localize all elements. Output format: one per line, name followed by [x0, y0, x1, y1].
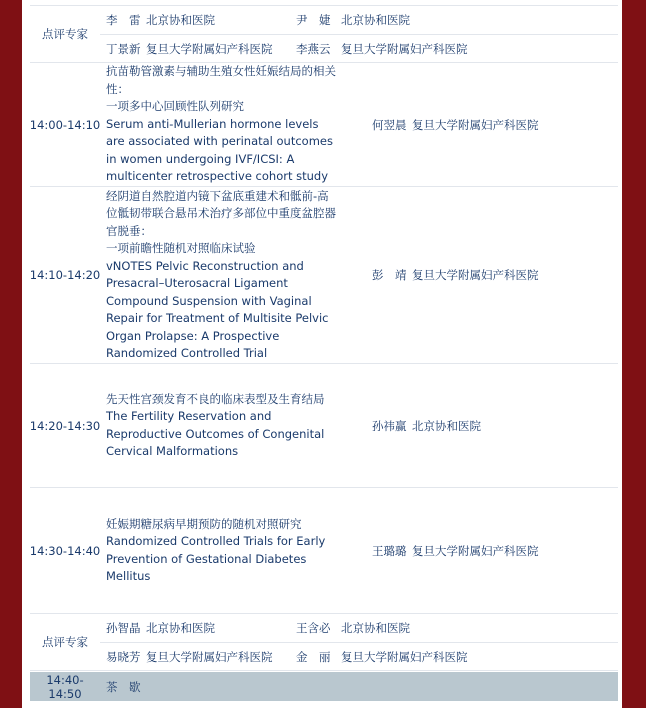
talk-row: [30, 63, 618, 187]
talk-speaker: 孙祎赢: [372, 418, 407, 433]
break-label: 茶 歇: [106, 679, 141, 694]
experts-label: 点评专家: [42, 635, 88, 649]
expert-institution: 北京协和医院: [146, 621, 215, 635]
talk-time: 14:10-14:20: [29, 268, 101, 282]
expert-name: 尹 婕: [296, 13, 331, 27]
tea-break-row: [30, 672, 618, 701]
expert-line: [100, 6, 618, 34]
talk-institution: 复旦大学附属妇产科医院: [412, 268, 539, 282]
title-cn: 经阴道自然腔道内镜下盆底重建术和骶前-高位骶韧带联合悬吊术治疗多部位中重度盆腔器官脱垂：: [106, 188, 336, 238]
expert-line: [100, 614, 618, 642]
expert-institution: 复旦大学附属妇产科医院: [341, 649, 468, 664]
talk-title: [100, 187, 342, 363]
experts-label: 点评专家: [42, 27, 88, 41]
talk-row: [30, 488, 618, 614]
talk-speaker: 王璐璐: [372, 543, 407, 558]
talk-title: [100, 488, 342, 613]
experts-block-top: [30, 5, 618, 63]
talk-row: [30, 364, 618, 488]
talk-title: [100, 364, 342, 487]
title-en: vNOTES Pelvic Reconstruction and Presacral–Uterosacral Ligament Compound Suspension with Vaginal Repair for Treatment of Multisite Pelvic Organ Prolapse: A Prospective Randomized Controlled Trial: [106, 258, 329, 360]
expert-institution: 复旦大学附属妇产科医院: [146, 41, 273, 56]
expert-name: 孙智晶: [106, 621, 141, 635]
talk-institution: 复旦大学附属妇产科医院: [412, 543, 539, 558]
title-en: Randomized Controlled Trials for Early Prevention of Gestational Diabetes Mellitus: [106, 534, 326, 583]
break-time: 14:40-14:50: [46, 672, 84, 701]
talk-institution: 北京协和医院: [412, 418, 481, 433]
talk-time: 14:20-14:30: [29, 418, 101, 433]
title-cn: 抗苗勒管激素与辅助生殖女性妊娠结局的相关性：: [106, 64, 336, 96]
talk-speaker: 何翌晨: [372, 117, 407, 132]
talk-time: 14:00-14:10: [29, 117, 101, 132]
expert-institution: 北京协和医院: [341, 621, 410, 635]
expert-name: 李 雷: [106, 13, 141, 27]
expert-name: 金 丽: [296, 649, 331, 664]
talk-time: 14:30-14:40: [29, 543, 101, 558]
talk-speaker: 彭 靖: [372, 268, 407, 282]
experts-block-bottom: [30, 614, 618, 671]
talk-title: [100, 63, 342, 186]
title-cn: 妊娠期糖尿病早期预防的随机对照研究: [106, 516, 302, 531]
expert-name: 王含必: [296, 621, 331, 635]
agenda-table: [30, 5, 618, 701]
agenda-sheet: [22, 0, 622, 708]
expert-institution: 北京协和医院: [341, 13, 410, 27]
title-en: The Fertility Reservation and Reproductive Outcomes of Congenital Cervical Malformations: [106, 409, 325, 458]
expert-name: 李燕云: [296, 41, 331, 56]
talk-row: [30, 187, 618, 364]
expert-name: 丁景新: [106, 41, 141, 56]
expert-institution: 复旦大学附属妇产科医院: [146, 649, 273, 664]
title-en: Serum anti-Mullerian hormone levels are associated with perinatal outcomes in women undergoing IVF/ICSI: A multicenter retrospective cohort study: [106, 116, 333, 184]
expert-line: [100, 34, 618, 62]
expert-line: [100, 642, 618, 670]
title-cn: 一项多中心回顾性队列研究: [106, 99, 244, 114]
title-cn: 先天性宫颈发育不良的临床表型及生育结局: [106, 391, 325, 406]
title-cn: 一项前瞻性随机对照临床试验: [106, 241, 256, 255]
expert-institution: 北京协和医院: [146, 13, 215, 27]
expert-name: 易晓芳: [106, 649, 141, 664]
talk-institution: 复旦大学附属妇产科医院: [412, 117, 539, 132]
expert-institution: 复旦大学附属妇产科医院: [341, 41, 468, 56]
